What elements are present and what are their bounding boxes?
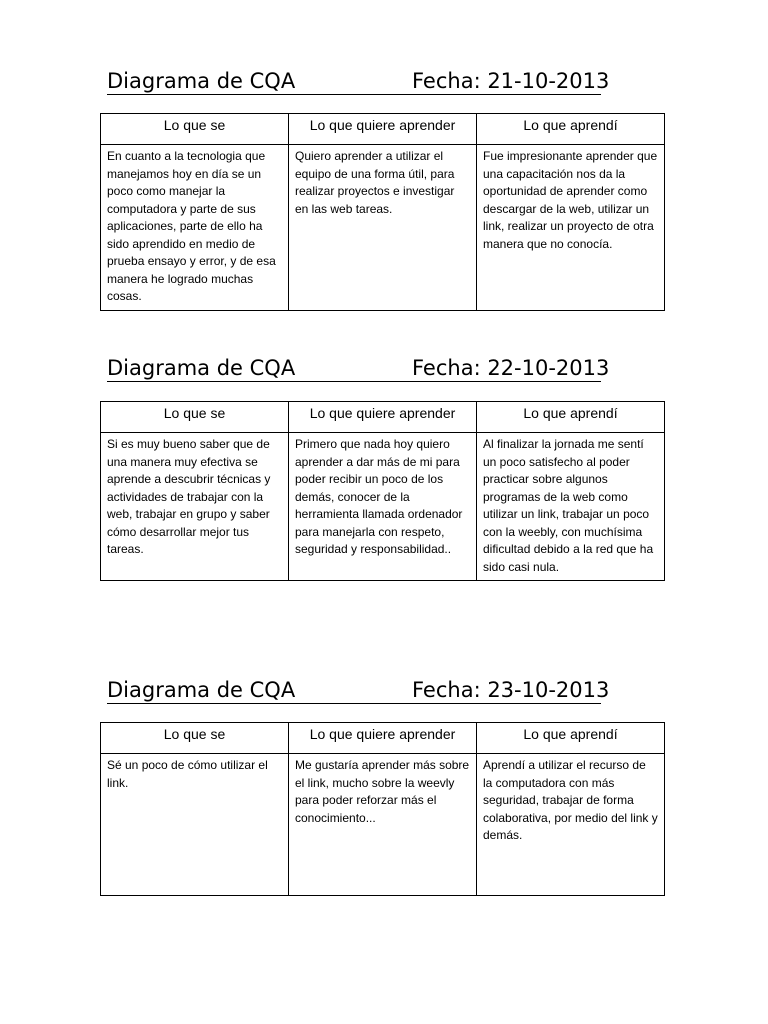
column-header-know: Lo que se <box>101 114 289 145</box>
cell-know: En cuanto a la tecnologia que manejamos hoy en día se un poco como manejar la computadora y parte de sus aplicaciones, parte de ello ha sido aprendido en medio de prueba ensayo y error, y de esa manera he logrado muchas cosas. <box>101 145 289 311</box>
section-heading <box>107 677 610 704</box>
cell-learned: Al finalizar la jornada me sentí un poco satisfecho al poder practicar sobre algunos programas de la web como utilizar un link, trabajar un poco con la weebly, con muchísima dificultad debido a la red que ha sido casi nula. <box>477 433 665 581</box>
cell-want: Quiero aprender a utilizar el equipo de una forma útil, para realizar proyectos e investigar en las web tareas. <box>289 145 477 311</box>
table-header-row <box>101 114 665 145</box>
column-header-learned: Lo que aprendí <box>477 114 665 145</box>
column-header-know: Lo que se <box>101 723 289 754</box>
diagram-title: Diagrama de CQA <box>107 678 296 702</box>
table-header-row <box>101 723 665 754</box>
section-heading <box>107 68 610 95</box>
diagram-title: Diagrama de CQA <box>107 356 296 380</box>
cqa-table <box>100 722 665 896</box>
column-header-learned: Lo que aprendí <box>477 723 665 754</box>
cell-want: Me gustaría aprender más sobre el link, mucho sobre la weevly para poder reforzar más el conocimiento... <box>289 754 477 896</box>
cqa-table <box>100 113 665 311</box>
table-row <box>101 433 665 581</box>
diagram-date: Fecha: 23-10-2013 <box>412 678 610 702</box>
column-header-know: Lo que se <box>101 402 289 433</box>
diagram-title: Diagrama de CQA <box>107 69 296 93</box>
cell-know: Sé un poco de cómo utilizar el link. <box>101 754 289 896</box>
section-heading <box>107 355 610 382</box>
table-row <box>101 145 665 311</box>
diagram-date: Fecha: 22-10-2013 <box>412 356 610 380</box>
diagram-date: Fecha: 21-10-2013 <box>412 69 610 93</box>
table-row <box>101 754 665 896</box>
cell-learned: Fue impresionante aprender que una capacitación nos da la oportunidad de aprender como descargar de la web, utilizar un link, realizar un proyecto de otra manera que no conocía. <box>477 145 665 311</box>
cqa-table <box>100 401 665 581</box>
cell-learned: Aprendí a utilizar el recurso de la computadora con más seguridad, trabajar de forma colaborativa, por medio del link y demás. <box>477 754 665 896</box>
cell-know: Si es muy bueno saber que de una manera muy efectiva se aprende a descubrir técnicas y actividades de trabajar con la web, trabajar en grupo y saber cómo desarrollar mejor tus tareas. <box>101 433 289 581</box>
column-header-want: Lo que quiere aprender <box>289 402 477 433</box>
column-header-want: Lo que quiere aprender <box>289 114 477 145</box>
column-header-want: Lo que quiere aprender <box>289 723 477 754</box>
cell-want: Primero que nada hoy quiero aprender a dar más de mi para poder recibir un poco de los demás, conocer de la herramienta llamada ordenador para manejarla con respeto, seguridad y responsabilidad.. <box>289 433 477 581</box>
table-header-row <box>101 402 665 433</box>
column-header-learned: Lo que aprendí <box>477 402 665 433</box>
